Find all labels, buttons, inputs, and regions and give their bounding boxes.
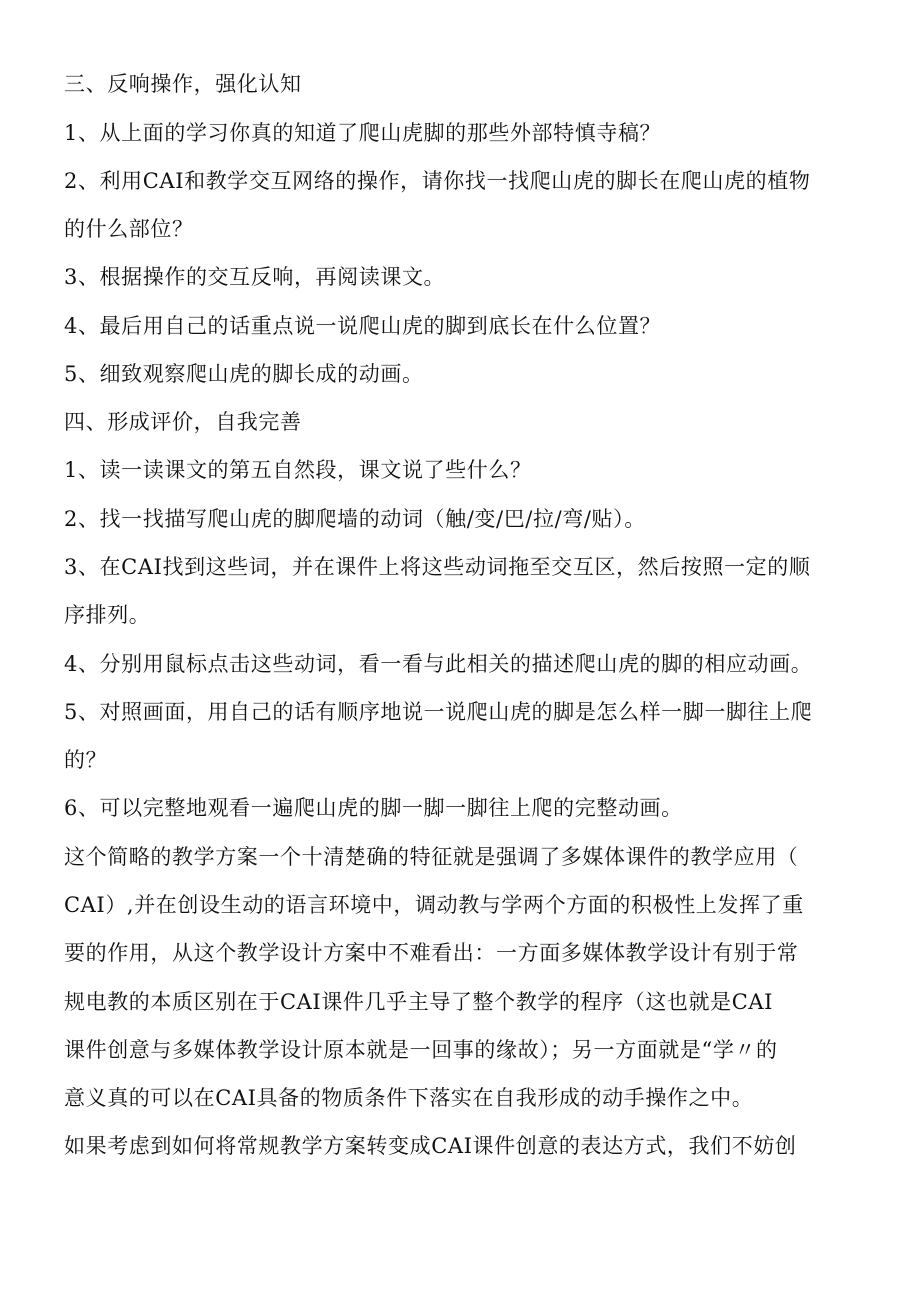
paragraph-line: 4、最后用自己的话重点说一说爬山虎的脚到底长在什么位置？ — [64, 314, 662, 338]
paragraph-line: 2、找一找描写爬山虎的脚爬墙的动词（触/变/巴/拉/弯/贴）。 — [64, 507, 646, 531]
paragraph-line: 序排列。 — [64, 603, 151, 627]
paragraph-line: 3、在CAI找到这些词，并在课件上将这些动词拖至交互区，然后按照一定的顺 — [64, 555, 811, 579]
paragraph-line: 5、对照画面，用自己的话有顺序地说一说爬山虎的脚是怎么样一脚一脚往上爬 — [64, 700, 813, 724]
paragraph-line: 1、读一读课文的第五自然段，课文说了些什么？ — [64, 458, 532, 482]
paragraph-line: 这个简略的教学方案一个十清楚确的特征就是强调了多媒体课件的教学应用（ — [64, 845, 799, 869]
section-heading-4: 四、形成评价，自我完善 — [64, 410, 302, 434]
paragraph-line: 的？ — [64, 748, 108, 772]
paragraph-line: 意义真的可以在CAI具备的物质条件下落实在自我形成的动手操作之中。 — [64, 1086, 754, 1110]
section-heading-3: 三、反响操作，强化认知 — [64, 72, 302, 96]
paragraph-line: 1、从上面的学习你真的知道了爬山虎脚的那些外部特慎寺稿？ — [64, 121, 662, 145]
paragraph-line: 要的作用，从这个教学设计方案中不难看出：一方面多媒体教学设计有别于常 — [64, 941, 799, 965]
paragraph-line: 2、利用CAI和教学交互网络的操作，请你找一找爬山虎的脚长在爬山虎的植物 — [64, 169, 811, 193]
paragraph-line: 4、分别用鼠标点击这些动词，看一看与此相关的描述爬山虎的脚的相应动画。 — [64, 652, 813, 676]
paragraph-line: 3、根据操作的交互反响，再阅读课文。 — [64, 265, 446, 289]
paragraph-line: CAI）,并在创设生动的语言环境中，调动教与学两个方面的积极性上发挥了重 — [64, 893, 804, 917]
paragraph-line: 6、可以完整地观看一遍爬山虎的脚一脚一脚往上爬的完整动画。 — [64, 796, 683, 820]
paragraph-line: 如果考虑到如何将常规教学方案转变成CAI课件创意的表达方式，我们不妨创 — [64, 1134, 797, 1158]
paragraph-line: 5、细致观察爬山虎的脚长成的动画。 — [64, 362, 424, 386]
paragraph-line: 规电教的本质区别在于CAI课件几乎主导了整个教学的程序（这也就是CAI — [64, 990, 774, 1014]
paragraph-line: 的什么部位？ — [64, 217, 194, 241]
paragraph-line: 课件创意与多媒体教学设计原本就是一回事的缘故）；另一方面就是“学〃的 — [64, 1038, 778, 1062]
